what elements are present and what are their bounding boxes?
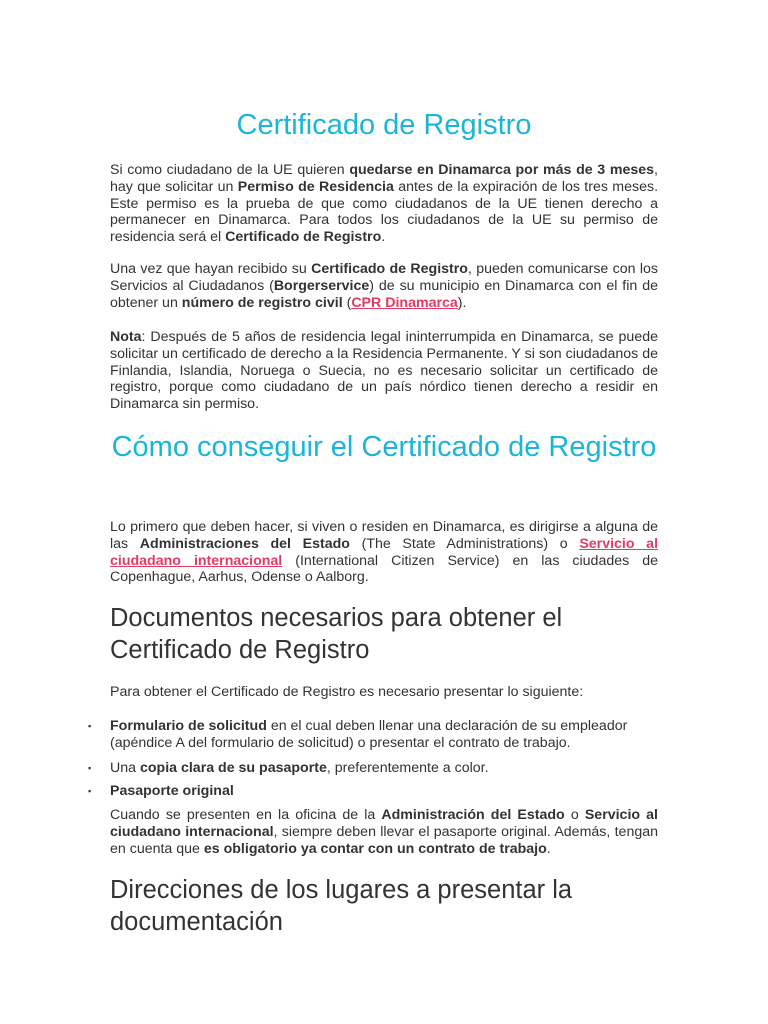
intro-text-2: , hay que solicitar un bbox=[110, 162, 658, 195]
p5-text-1: Cuando se presenten en la oficina de la bbox=[110, 807, 382, 823]
item2-bold: copia clara de su pasaporte bbox=[139, 760, 327, 776]
p2-text-4: ( bbox=[342, 294, 352, 311]
bullet-3: ▪ bbox=[88, 786, 92, 796]
intro-text-3: antes de la expiración de los tres meses. Este permiso es la prueba de que como ciudadanos de la UE tienen derecho a permanecer en Dinamarca. Para todos los ciudadanos de la UE su permiso de residencia será el bbox=[110, 178, 659, 246]
p2-text-1: Una vez que hayan recibido su bbox=[110, 261, 312, 277]
p5-bold-1: Administración del Estado bbox=[381, 807, 565, 823]
p3-text-2: (The State Administrations) o bbox=[349, 535, 580, 552]
p2-bold-2: Borgerservice bbox=[273, 277, 370, 294]
bullet-1: ▪ bbox=[88, 721, 92, 731]
intro-bold-2: Permiso de Residencia bbox=[237, 178, 394, 195]
p2-text-3: ) de su municipio en Dinamarca con el fin de obtener un bbox=[110, 277, 658, 311]
nota-text: : Después de 5 años de residencia legal ininterrumpida en Dinamarca, se puede solicitar un certificado de derecho a la Residencia Permanente. Y si son ciudadanos de Finlandia, Islandia, Noruega o Suecia, no es necesario solicitar un certificado de registro, porque como ciudadano de un país nórdico tienen derecho a residir en Dinamarca sin permiso. bbox=[110, 329, 658, 413]
item1-text: en el cual deben llenar una declaración de su empleador (apéndice A del formulario de solicitud) o presentar el contrato de trabajo. bbox=[110, 718, 628, 751]
p5-text-4: . bbox=[546, 840, 551, 857]
intro-text-4: . bbox=[381, 229, 386, 246]
list-item-pasaporte bbox=[110, 783, 658, 800]
nota-label: Nota bbox=[110, 329, 142, 345]
item1-bold: Formulario de solicitud bbox=[110, 718, 267, 734]
intro-bold-3: Certificado de Registro bbox=[225, 229, 382, 246]
p5-text-3: , siempre deben llevar el pasaporte original. Además, tengan en cuenta que bbox=[110, 823, 658, 857]
section-title-como-conseguir: Cómo conseguir el Certificado de Registro bbox=[111, 431, 657, 463]
oficina-paragraph bbox=[110, 807, 658, 857]
registro-paragraph bbox=[110, 261, 658, 311]
cpr-dinamarca-link[interactable]: CPR Dinamarca bbox=[351, 294, 458, 311]
section-title-documentos: Documentos necesarios para obtener el Certificado de Registro bbox=[110, 604, 563, 664]
item2-text-0: Una bbox=[110, 760, 140, 776]
p2-bold-1: Certificado de Registro bbox=[311, 261, 468, 277]
p2-text-2: , pueden comunicarse con los Servicios al Ciudadanos ( bbox=[110, 261, 658, 294]
p5-bold-3: es obligatorio ya contar con un contrato de trabajo bbox=[203, 840, 547, 857]
servicio-ciudadano-link[interactable]: Servicio al ciudadano internacional bbox=[110, 535, 659, 569]
documentos-intro: Para obtener el Certificado de Registro es necesario presentar lo siguiente: bbox=[110, 684, 584, 700]
item3-bold: Pasaporte original bbox=[110, 783, 234, 799]
nota-paragraph bbox=[110, 329, 658, 413]
page-title: Certificado de Registro bbox=[236, 109, 532, 141]
intro-bold-1: quedarse en Dinamarca por más de 3 meses bbox=[349, 162, 655, 178]
p5-text-2: o bbox=[564, 807, 585, 823]
p3-bold-1: Administraciones del Estado bbox=[139, 535, 350, 552]
intro-text-1: Si como ciudadano de la UE quieren bbox=[110, 162, 350, 178]
bullet-2: ▪ bbox=[88, 763, 92, 773]
como-paragraph bbox=[110, 519, 658, 586]
p3-text-3: (International Citizen Service) en las ciudades de Copenhague, Aarhus, Odense o Aalborg. bbox=[110, 552, 658, 586]
section-title-direcciones: Direcciones de los lugares a presentar la documentación bbox=[110, 876, 573, 936]
p3-text-1: Lo primero que deben hacer, si viven o residen en Dinamarca, es dirigirse a alguna de las bbox=[110, 519, 658, 552]
intro-paragraph bbox=[110, 162, 658, 246]
list-item-formulario bbox=[110, 718, 658, 752]
list-item-copia bbox=[110, 760, 658, 777]
p2-text-5: ). bbox=[457, 294, 467, 311]
item2-text: , preferentemente a color. bbox=[326, 760, 489, 776]
p5-bold-2: Servicio al ciudadano internacional bbox=[110, 807, 658, 840]
p2-bold-3: número de registro civil bbox=[181, 294, 343, 311]
